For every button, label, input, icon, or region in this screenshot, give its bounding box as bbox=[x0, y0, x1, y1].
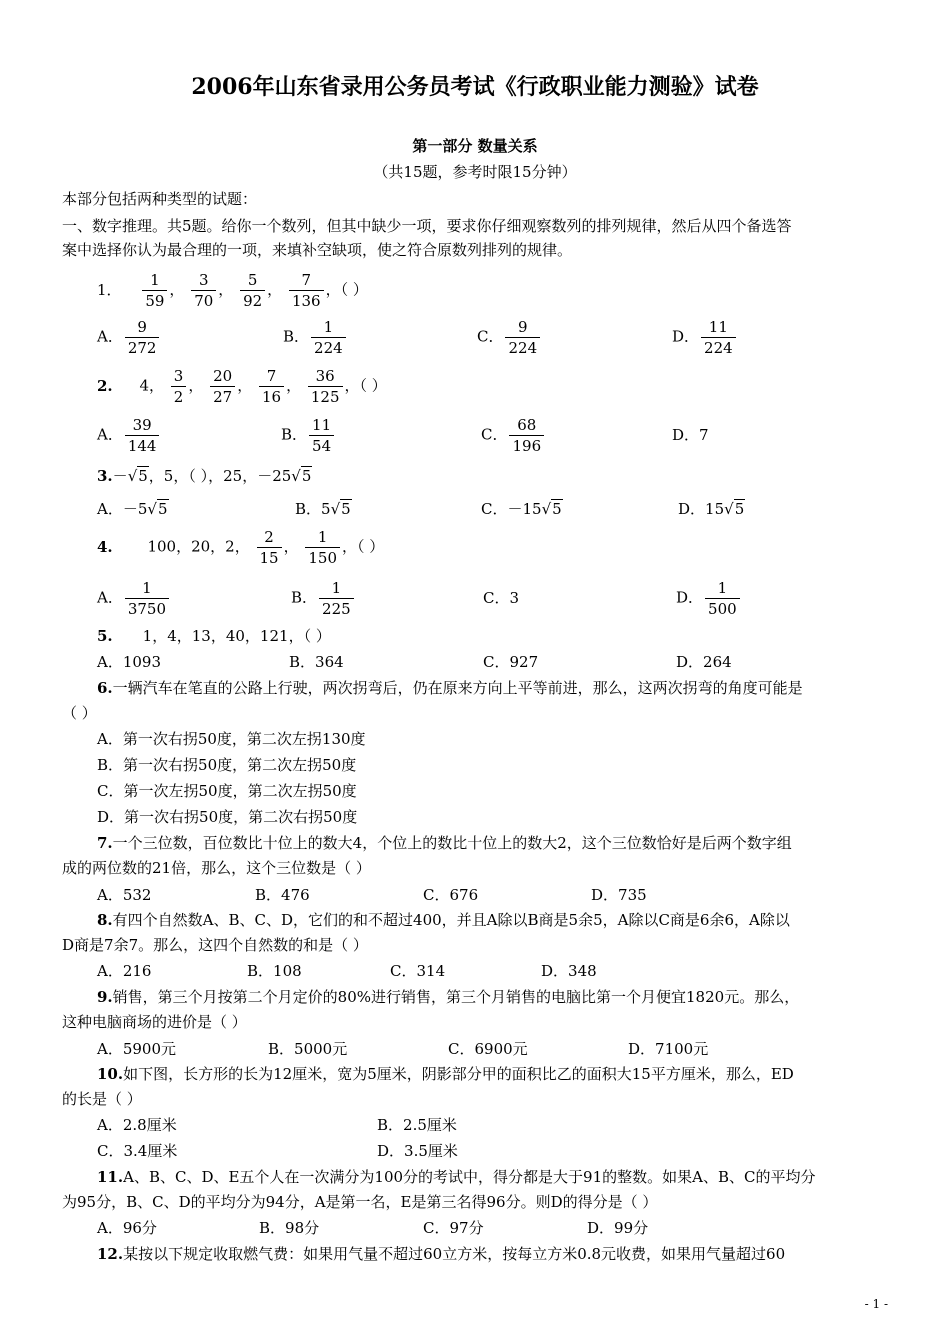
q8-option-a: A．216 bbox=[97, 962, 152, 980]
q3-option-b: B．5√5 bbox=[295, 500, 351, 518]
q4-option-d: D． $\frac{1}{500}$ bbox=[676, 578, 742, 619]
question-number: 4. bbox=[97, 537, 113, 556]
q8-option-b: B．108 bbox=[247, 962, 302, 980]
q3-option-c: C．－15√5 bbox=[481, 500, 562, 518]
sqrt: √5 bbox=[127, 467, 148, 485]
q7-option-b: B．476 bbox=[255, 886, 310, 904]
fraction: $\frac{1}{59}$ bbox=[142, 270, 167, 311]
fraction: $\frac{2}{15}$ bbox=[257, 527, 282, 568]
q11-option-d: D．99分 bbox=[587, 1219, 649, 1237]
q4-option-a: A． $\frac{1}{3750}$ bbox=[97, 578, 171, 619]
question-6-line2: （ ） bbox=[62, 704, 97, 722]
q2-option-c: C． $\frac{68}{196}$ bbox=[481, 415, 546, 456]
question-11: 11.A、B、C、D、E五个人在一次满分为100分的考试中，得分都是大于91的整数。如果A、B、C的平均分 bbox=[97, 1168, 816, 1186]
q3-option-d: D．15√5 bbox=[678, 500, 745, 518]
fraction: $\frac{3}{2}$ bbox=[171, 366, 187, 407]
q10-option-d: D．3.5厘米 bbox=[377, 1142, 458, 1160]
q8-option-d: D．348 bbox=[541, 962, 597, 980]
fraction: $\frac{36}{125}$ bbox=[308, 366, 343, 407]
question-8-line2: D商是7余7。那么，这四个自然数的和是（ ） bbox=[62, 936, 368, 954]
fraction: $\frac{3}{70}$ bbox=[191, 270, 216, 311]
fraction: $\frac{20}{27}$ bbox=[210, 366, 235, 407]
sqrt: √5 bbox=[291, 467, 312, 485]
question-9-line2: 这种电脑商场的进价是（ ） bbox=[62, 1013, 247, 1031]
q7-option-a: A．532 bbox=[97, 886, 152, 904]
question-number: 1． bbox=[97, 280, 122, 299]
q7-option-d: D．735 bbox=[591, 886, 647, 904]
q10-option-b: B．2.5厘米 bbox=[377, 1116, 457, 1134]
question-5: 5. 1，4，13，40，121，（ ） bbox=[97, 627, 331, 645]
question-7: 7.一个三位数，百位数比十位上的数大4，个位上的数比十位上的数大2，这个三位数恰好是后两个数字组 bbox=[97, 834, 792, 852]
q9-option-d: D．7100元 bbox=[628, 1040, 709, 1058]
part-heading: 第一部分 数量关系 bbox=[412, 137, 538, 155]
q1-option-b: B． $\frac{1}{224}$ bbox=[283, 317, 348, 358]
fraction: $\frac{5}{92}$ bbox=[240, 270, 265, 311]
q10-option-c: C．3.4厘米 bbox=[97, 1142, 178, 1160]
q1-option-c: C． $\frac{9}{224}$ bbox=[477, 317, 542, 358]
q1-option-d: D． $\frac{11}{224}$ bbox=[672, 317, 738, 358]
question-1: 1． $\frac{1}{59}$ ， $\frac{3}{70}$ ， $\frac{5}{92}$ ， $\frac{7}{136}$ ，（ ） bbox=[97, 271, 368, 310]
q9-option-c: C．6900元 bbox=[448, 1040, 528, 1058]
fraction: $\frac{1}{150}$ bbox=[305, 527, 340, 568]
q11-option-b: B．98分 bbox=[259, 1219, 320, 1237]
q9-option-b: B．5000元 bbox=[268, 1040, 348, 1058]
section1-line2: 案中选择你认为最合理的一项，来填补空缺项，使之符合原数列排列的规律。 bbox=[62, 241, 573, 259]
question-12: 12.某按以下规定收取燃气费：如果用气量不超过60立方米，按每立方米0.8元收费，如果用气量超过60 bbox=[97, 1245, 786, 1263]
question-10-line2: 的长是（ ） bbox=[62, 1090, 142, 1108]
question-2: 2. 4， $\frac{3}{2}$ ， $\frac{20}{27}$ ， $\frac{7}{16}$ ， $\frac{36}{125}$ ，（ ） bbox=[97, 367, 387, 406]
q4-option-b: B． $\frac{1}{225}$ bbox=[291, 578, 356, 619]
question-6: 6.一辆汽车在笔直的公路上行驶，两次拐弯后，仍在原来方向上平等前进，那么，这两次拐弯的角度可能是 bbox=[97, 679, 803, 697]
question-11-line2: 为95分，B、C、D的平均分为94分，A是第一名，E是第三名得96分。则D的得分是（ ） bbox=[62, 1193, 658, 1211]
q11-option-a: A．96分 bbox=[97, 1219, 157, 1237]
q6-option-b: B．第一次右拐50度，第二次左拐50度 bbox=[97, 756, 357, 774]
q2-option-b: B． $\frac{11}{54}$ bbox=[281, 415, 336, 456]
q7-option-c: C．676 bbox=[423, 886, 479, 904]
page-title: 2006年山东省录用公务员考试《行政职业能力测验》试卷 bbox=[191, 74, 759, 100]
q4-option-c: C．3 bbox=[483, 589, 520, 607]
question-4: 4. 100，20，2， $\frac{2}{15}$ ， $\frac{1}{150}$ ，（ ） bbox=[97, 528, 385, 567]
q5-option-c: C．927 bbox=[483, 653, 539, 671]
q10-option-a: A．2.8厘米 bbox=[97, 1116, 177, 1134]
q5-option-a: A．1093 bbox=[97, 653, 162, 671]
page-number: - 1 - bbox=[864, 1297, 888, 1311]
section1-line1: 一、数字推理。共5题。给你一个数列，但其中缺少一项，要求你仔细观察数列的排列规律，然后从四个备选答 bbox=[62, 217, 792, 235]
q5-option-b: B．364 bbox=[289, 653, 344, 671]
fraction: $\frac{7}{136}$ bbox=[289, 270, 324, 311]
q3-option-a: A．－5√5 bbox=[97, 500, 168, 518]
question-number: 5. bbox=[97, 627, 113, 645]
q6-option-a: A．第一次右拐50度，第二次左拐130度 bbox=[97, 730, 366, 748]
question-3: 3.－√5，5，（ ），25，－25√5 bbox=[97, 467, 312, 485]
q6-option-c: C．第一次左拐50度，第二次左拐50度 bbox=[97, 782, 357, 800]
intro-text: 本部分包括两种类型的试题： bbox=[62, 190, 258, 208]
question-10: 10.如下图，长方形的长为12厘米，宽为5厘米，阴影部分甲的面积比乙的面积大15平方厘米，那么，ED bbox=[97, 1065, 794, 1083]
question-9: 9.销售，第三个月按第二个月定价的80%进行销售，第三个月销售的电脑比第一个月便宜1820元。那么， bbox=[97, 988, 800, 1006]
question-7-line2: 成的两位数的21倍，那么，这个三位数是（ ） bbox=[62, 859, 371, 877]
q2-option-a: A． $\frac{39}{144}$ bbox=[97, 415, 161, 456]
q11-option-c: C．97分 bbox=[423, 1219, 484, 1237]
q1-option-a: A． $\frac{9}{272}$ bbox=[97, 317, 161, 358]
q8-option-c: C．314 bbox=[390, 962, 446, 980]
fraction: $\frac{7}{16}$ bbox=[259, 366, 284, 407]
part-note: （共15题，参考时限15分钟） bbox=[373, 163, 577, 181]
question-number: 3. bbox=[97, 467, 113, 485]
question-number: 2. bbox=[97, 376, 113, 395]
q5-option-d: D．264 bbox=[676, 653, 732, 671]
q6-option-d: D．第一次右拐50度，第二次右拐50度 bbox=[97, 808, 358, 826]
q9-option-a: A．5900元 bbox=[97, 1040, 177, 1058]
q2-option-d: D．7 bbox=[672, 426, 709, 444]
question-8: 8.有四个自然数A、B、C、D，它们的和不超过400，并且A除以B商是5余5，A除以C商是6余6，A除以 bbox=[97, 911, 790, 929]
